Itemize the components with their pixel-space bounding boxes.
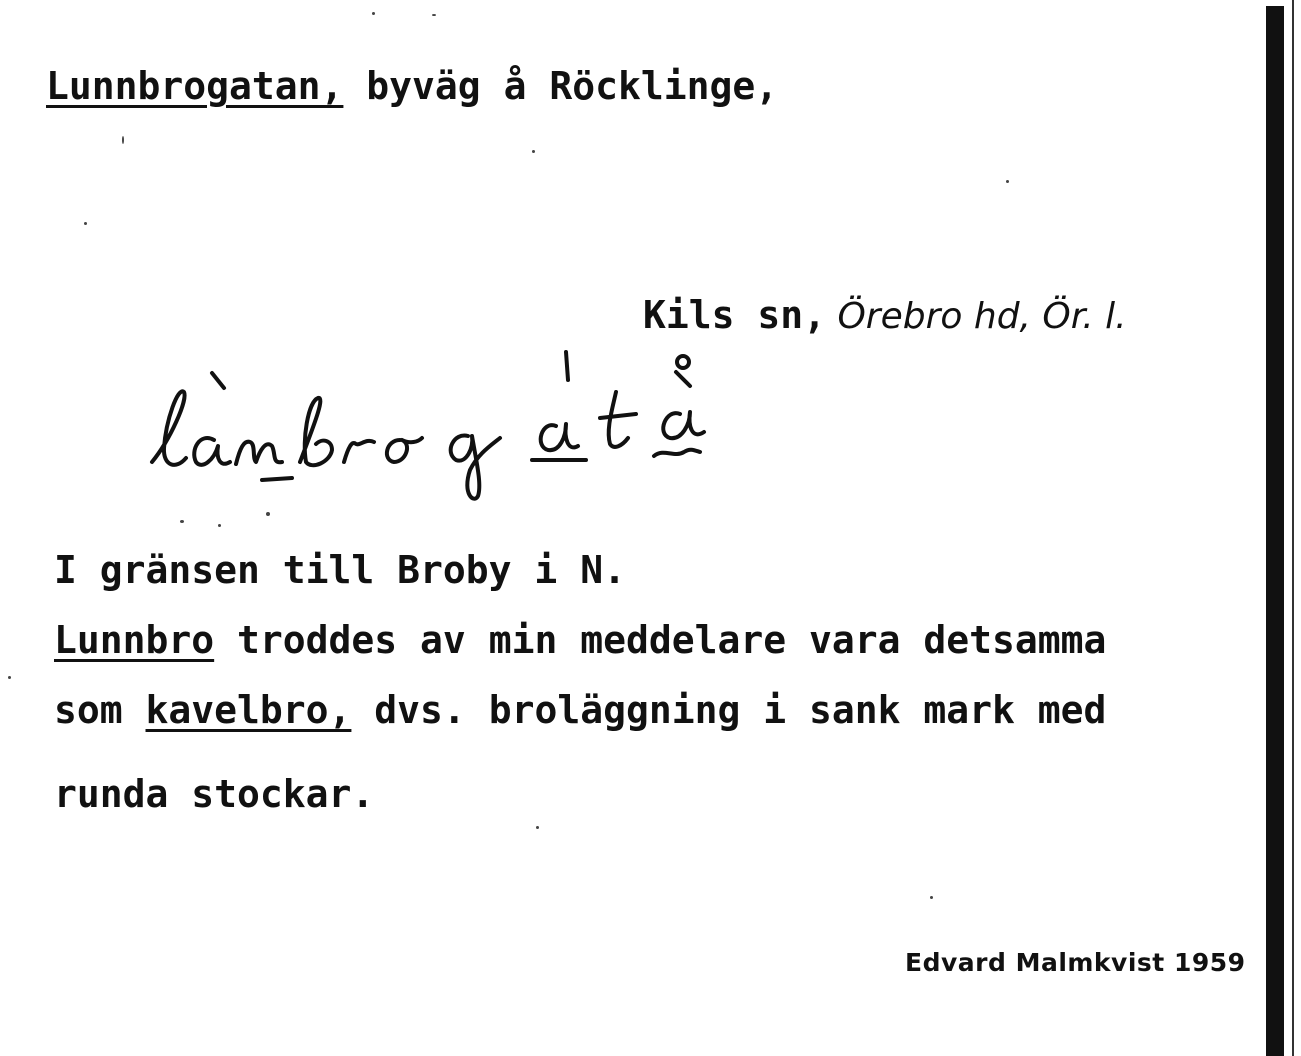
body-line-2-rest: troddes av min meddelare vara detsamma (214, 618, 1107, 662)
body-line-3-start: som (54, 688, 146, 732)
headword: Lunnbrogatan, (46, 64, 344, 108)
body-line-3-rest: dvs. broläggning i sank mark med (351, 688, 1107, 732)
body-line-4: runda stockar. (54, 772, 375, 816)
scan-speck (266, 512, 270, 516)
term-lunnbro: Lunnbro (54, 618, 215, 662)
parish-handwritten: Örebro hd, Ör. l. (826, 296, 1127, 337)
body-line-1: I gränsen till Broby i N. (54, 548, 626, 592)
body-line-3 (54, 688, 1106, 732)
term-kavelbro: kavelbro, (145, 688, 352, 732)
scan-speck (432, 14, 436, 16)
scan-speck (218, 524, 221, 527)
parish-typed: Kils sn, (643, 293, 827, 337)
scan-speck (372, 12, 375, 15)
scan-speck (8, 676, 11, 679)
scan-speck (930, 896, 933, 899)
scan-speck (536, 826, 539, 829)
scan-speck (84, 222, 87, 225)
headword-description: byväg å Röcklinge, (343, 64, 779, 108)
scan-speck (1006, 180, 1009, 183)
scan-speck (122, 136, 124, 144)
signature: Edvard Malmkvist 1959 (905, 948, 1246, 977)
body-line-2 (54, 618, 1106, 662)
scan-speck (180, 520, 184, 523)
scan-speck (532, 150, 535, 153)
